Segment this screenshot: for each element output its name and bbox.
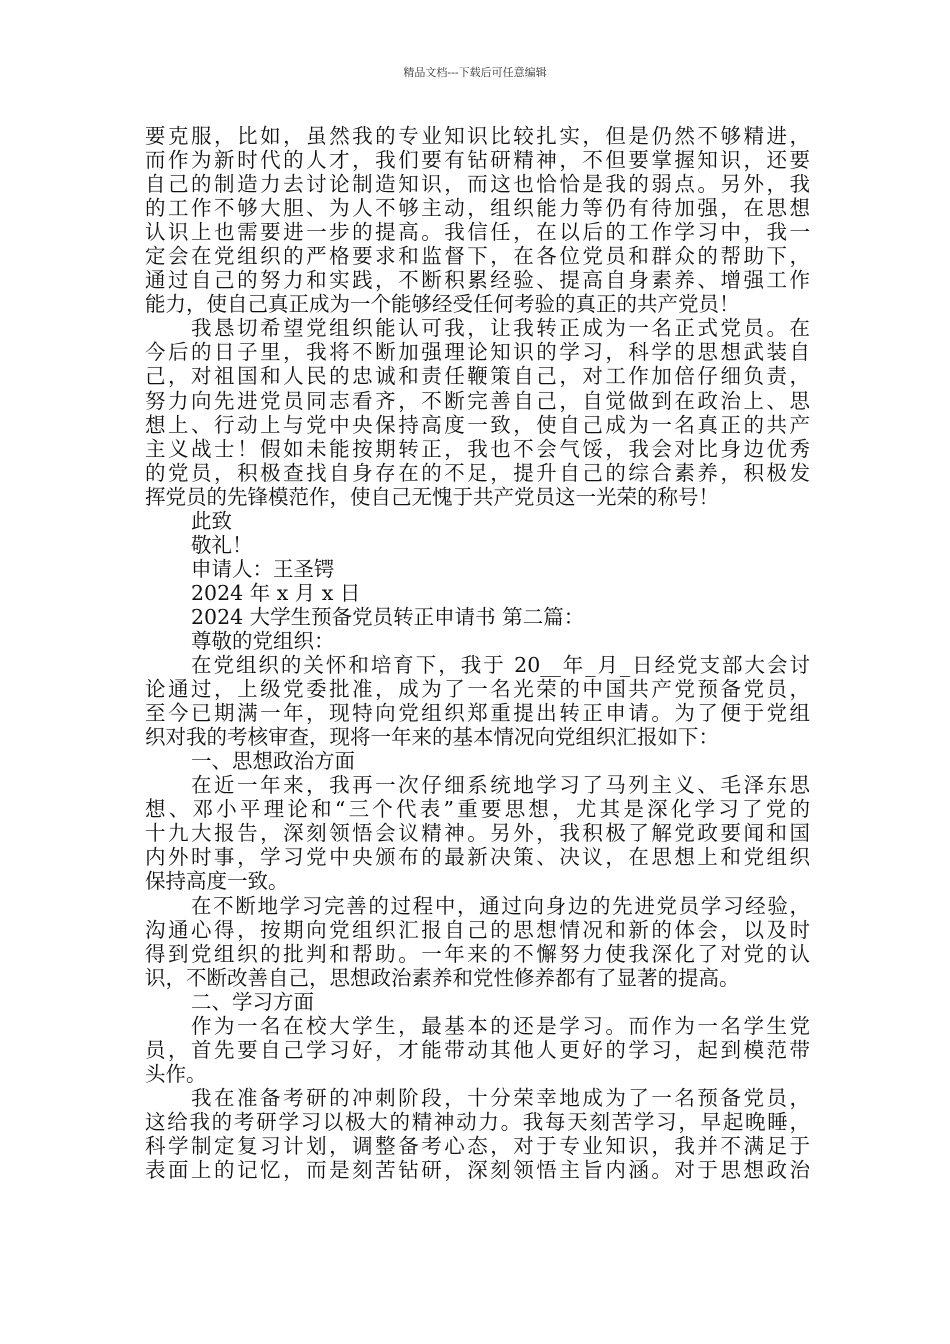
text-line: 识，不断改善自己，思想政治素养和党性修养都有了显著的提高。 xyxy=(145,965,740,990)
text-line: 而作为新时代的人才，我们要有钻研精神，不但要掌握知识，还要 xyxy=(145,148,810,173)
text-line: 头作。 xyxy=(145,1061,207,1086)
text-line: 2024 年 x 月 x 日 xyxy=(191,580,361,605)
text-line: 作为一名在校大学生，最基本的还是学习。而作为一名学生党 xyxy=(191,1013,810,1038)
text-line: 织对我的考核审查，现将一年来的基本情况向党组织汇报如下： xyxy=(145,725,719,750)
text-line: 十九大报告，深刻领悟会议精神。另外，我积极了解党政要闻和国 xyxy=(145,821,810,846)
text-line: 己，对祖国和人民的忠诚和责任鞭策自己，对工作加倍仔细负责， xyxy=(145,364,810,389)
text-line: 我在准备考研的冲刺阶段，十分荣幸地成为了一名预备党员， xyxy=(191,1085,810,1110)
text-line: 员，首先要自己学习好，才能带动其他人更好的学习，起到模范带 xyxy=(145,1037,810,1062)
text-line: 表面上的记忆，而是刻苦钻研，深刻领悟主旨内涵。对于思想政治 xyxy=(145,1158,810,1183)
text-line: 沟通心得，按期向党组织汇报自己的思想情况和新的体会，以及时 xyxy=(145,917,810,942)
text-line: 内外时事，学习党中央颁布的最新决策、决议，在思想上和党组织 xyxy=(145,845,810,870)
document-body xyxy=(145,124,810,1182)
text-line: 这给我的考研学习以极大的精神动力。我每天刻苦学习，早起晚睡， xyxy=(145,1109,810,1134)
text-line: 的工作不够大胆、为人不够主动，组织能力等仍有待加强，在思想 xyxy=(145,196,810,221)
text-line: 的党员，积极查找自身存在的不足，提升自己的综合素养，积极发 xyxy=(145,460,810,485)
text-line: 挥党员的先锋模范作，使自己无愧于共产党员这一光荣的称号！ xyxy=(145,484,719,509)
text-line: 想、邓小平理论和“三个代表”重要思想，尤其是深化学习了党的 xyxy=(145,797,810,822)
text-line: 通过自己的努力和实践，不断积累经验、提高自身素养、增强工作 xyxy=(145,268,810,293)
text-line: 认识上也需要进一步的提高。我信任，在以后的工作学习中，我一 xyxy=(145,220,810,245)
text-line: 得到党组织的批判和帮助。一年来的不懈努力使我深化了对党的认 xyxy=(145,941,810,966)
text-line: 要克服，比如，虽然我的专业知识比较扎实，但是仍然不够精进， xyxy=(145,124,810,148)
text-line: 能力，使自己真正成为一个能够经受任何考验的真正的共产党员！ xyxy=(145,292,740,317)
text-line: 一、思想政治方面 xyxy=(191,749,355,774)
text-line: 二、学习方面 xyxy=(191,989,314,1014)
text-line: 想上、行动上与党中央保持高度一致，使自己成为一名真正的共产 xyxy=(145,412,810,437)
text-line: 定会在党组织的严格要求和监督下，在各位党员和群众的帮助下， xyxy=(145,244,810,269)
text-line: 敬礼！ xyxy=(191,532,253,557)
text-line: 此致 xyxy=(191,508,232,533)
text-line: 努力向先进党员同志看齐，不断完善自己，自觉做到在政治上、思 xyxy=(145,388,810,413)
text-line: 至今已期满一年，现特向党组织郑重提出转正申请。为了便于党组 xyxy=(145,701,810,726)
text-line: 今后的日子里，我将不断加强理论知识的学习，科学的思想武装自 xyxy=(145,340,810,365)
text-line: 主义战士！假如未能按期转正，我也不会气馁，我会对比身边优秀 xyxy=(145,436,810,461)
text-line: 申请人：王圣锷 xyxy=(191,556,335,581)
text-line: 在近一年来，我再一次仔细系统地学习了马列主义、毛泽东思 xyxy=(191,773,810,798)
text-line: 在不断地学习完善的过程中，通过向身边的先进党员学习经验， xyxy=(191,893,810,918)
text-line: 我恳切希望党组织能认可我，让我转正成为一名正式党员。在 xyxy=(191,316,810,341)
text-line: 尊敬的党组织： xyxy=(191,628,335,653)
text-line: 论通过，上级党委批准，成为了一名光荣的中国共产党预备党员， xyxy=(145,677,810,702)
text-line: 自己的制造力去讨论制造知识，而这也恰恰是我的弱点。另外，我 xyxy=(145,172,810,197)
text-line: 保持高度一致。 xyxy=(145,869,289,894)
text-line: 2024 大学生预备党员转正申请书 第二篇： xyxy=(191,604,585,629)
text-line: 科学制定复习计划，调整备考心态，对于专业知识，我并不满足于 xyxy=(145,1133,810,1158)
text-line: 在党组织的关怀和培育下，我于 20__年_月_日经党支部大会讨 xyxy=(191,653,810,678)
page-header: 精品文档---下载后可任意编辑 xyxy=(403,66,547,79)
